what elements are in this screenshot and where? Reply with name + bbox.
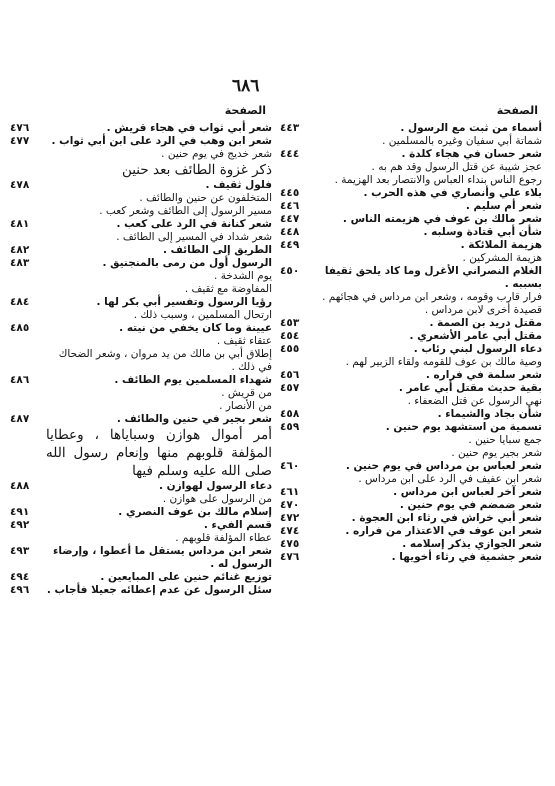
entry-title: أمر أموال هوازن وسباياها ، وعطايا المؤلفة قلوبهم منها وإنعام رسول الله صلى الله عليه وسلم فيها — [46, 427, 272, 479]
entry-title: عجز شيبة عن قتل الرسول وقد هم به . — [371, 161, 542, 173]
index-entry — [280, 473, 542, 486]
index-entry — [280, 447, 542, 460]
entry-title: توزيع غنائم حنين على المبايعين . — [100, 571, 272, 583]
entry-title: عطاء المؤلفة قلوبهم . — [175, 532, 272, 544]
entry-page-number: ٤٥٩ — [280, 421, 300, 433]
entry-title: إسلام مالك بن عوف النصري . — [118, 506, 272, 518]
index-entry — [280, 174, 542, 187]
entry-title: بلاء علي وأنصاري في هذه الحرب . — [363, 187, 542, 199]
index-entry — [10, 205, 272, 218]
entry-page-number: ٤٧٦ — [280, 551, 300, 563]
entry-title: المتخلفون عن حنين والطائف . — [139, 192, 272, 204]
entry-title: الرسول أول من رمى بالمنجنيق . — [102, 257, 272, 269]
entry-title: وصية مالك بن عوف للقومه ولقاء الزبير لهم . — [345, 356, 542, 368]
index-entry — [280, 148, 542, 161]
entry-title: شعر آخر لعباس ابن مرداس . — [393, 486, 542, 498]
entry-page-number: ٤٧٠ — [280, 499, 300, 511]
entry-title: مقتل أبي عامر الأشعري . — [409, 330, 542, 342]
index-entry — [280, 343, 542, 356]
entry-title: هزيمة الملائكة . — [460, 239, 542, 251]
index-entry — [10, 322, 272, 335]
entry-title: مقتل دريد بن الصمة . — [429, 317, 542, 329]
entry-page-number: ٤٤٧ — [280, 213, 300, 225]
index-entry — [280, 317, 542, 330]
entry-title: عتقاء ثقيف . — [216, 335, 272, 347]
index-entry — [10, 493, 272, 506]
entry-title: شعر أبي ثواب في هجاء قريش . — [106, 122, 272, 134]
entry-title: قسم الفيء . — [203, 519, 272, 531]
entry-page-number: ٤٨٦ — [10, 374, 30, 386]
entry-title: دعاء الرسول لهوازن . — [159, 480, 272, 492]
index-entry — [10, 270, 272, 283]
entry-page-number: ٤٤٨ — [280, 226, 300, 238]
page-number: ٦٨٦ — [232, 76, 260, 96]
entry-title: شعر شداد في المسير إلى الطائف . — [116, 231, 272, 243]
index-entry — [10, 257, 272, 270]
right-entries-list — [280, 122, 542, 564]
entry-page-number: ٤٤٩ — [280, 239, 300, 251]
index-entry — [10, 122, 272, 135]
entry-page-number: ٤٥٨ — [280, 408, 300, 420]
entry-title: رجوع الناس بنداء العباس والانتصار بعد الهزيمة . — [334, 174, 542, 186]
index-entry — [10, 231, 272, 244]
entry-title: مسير الرسول إلى الطائف وشعر كعب . — [99, 205, 272, 217]
index-entry — [10, 348, 272, 374]
entry-page-number: ٤٥٦ — [280, 369, 300, 381]
entry-title: شعر أبي خراش في رثاء ابن العجوة . — [351, 512, 542, 524]
index-entry — [280, 434, 542, 447]
entry-title: شعر بجير في حنين والطائف . — [116, 413, 272, 425]
entry-title: شعر ابن مرداس يستقل ما أعطوا ، وإرضاء الرسول له . — [53, 545, 272, 570]
index-entry — [280, 304, 542, 317]
entry-page-number: ٤٤٤ — [280, 148, 300, 160]
entry-title: شعر ضمضم في يوم حنين . — [399, 499, 542, 511]
entry-title: شعر جشمية في رثاء أخويها . — [391, 551, 542, 563]
index-entry — [280, 122, 542, 135]
index-entry — [280, 252, 542, 265]
entry-title: شعر بجير يوم حنين . — [451, 447, 542, 459]
index-entry — [10, 283, 272, 296]
index-entry — [280, 499, 542, 512]
entry-title: شعر سلمة في فراره . — [425, 369, 542, 381]
entry-title: شعر لعباس بن مرداس في يوم حنين . — [345, 460, 542, 472]
index-entry — [280, 486, 542, 499]
index-entry — [280, 213, 542, 226]
index-entry — [10, 413, 272, 426]
index-entry — [280, 538, 542, 551]
index-entry — [10, 400, 272, 413]
index-entry — [280, 265, 542, 291]
entry-title: شعر أم سليم . — [465, 200, 542, 212]
entry-title: تسمية من استشهد يوم حنين . — [385, 421, 542, 433]
index-entry — [280, 161, 542, 174]
entry-title: يوم الشدخة . — [214, 270, 272, 282]
index-entry — [10, 309, 272, 322]
entry-title: شعر ابن عفيف في الرد على ابن مرداس . — [358, 473, 542, 485]
entry-page-number: ٤٨٢ — [10, 244, 30, 256]
entry-title: المفاوضة مع ثقيف . — [184, 283, 272, 295]
entry-title: شأن أبي قتادة وسلبه . — [423, 226, 542, 238]
left-entries-list — [10, 122, 272, 597]
index-entry — [280, 330, 542, 343]
index-entry — [10, 532, 272, 545]
entry-title: دعاء الرسول لبني رئاب . — [413, 343, 542, 355]
entry-title: سئل الرسول عن عدم إعطائه جعيلا فأجاب . — [46, 584, 272, 596]
entry-page-number: ٤٤٣ — [280, 122, 300, 134]
entry-page-number: ٤٥٠ — [280, 265, 300, 277]
section-heading — [10, 426, 272, 480]
index-entry — [280, 512, 542, 525]
entry-title: شعر خديج في يوم حنين . — [161, 148, 272, 160]
index-entry — [280, 369, 542, 382]
entry-page-number: ٤٧٦ — [10, 122, 30, 134]
entry-page-number: ٤٨٨ — [10, 480, 30, 492]
entry-page-number: ٤٧٥ — [280, 538, 300, 550]
entry-title: شعر ابن عوف في الاعتذار من فراره . — [345, 525, 542, 537]
entry-title: من الأنصار . — [219, 400, 272, 412]
entry-title: أسماء من ثبت مع الرسول . — [400, 122, 542, 134]
entry-title: عيينة وما كان يخفي من نيته . — [119, 322, 272, 334]
entry-page-number: ٤٧٧ — [10, 135, 30, 147]
entry-page-number: ٤٥٤ — [280, 330, 300, 342]
index-entry — [10, 571, 272, 584]
index-entry — [280, 395, 542, 408]
entry-title: من الرسول على هوازن . — [162, 493, 272, 505]
index-entry — [280, 460, 542, 473]
entry-title: الغلام النصراني الأغرل وما كاد يلحق ثقيفا بسببه . — [324, 265, 542, 290]
entry-title: شماتة أبي سفيان وغيره بالمسلمين . — [382, 135, 542, 147]
entry-page-number: ٤٧٨ — [10, 179, 30, 191]
index-entry — [10, 545, 272, 571]
index-entry — [10, 218, 272, 231]
entry-title: إطلاق أبي بن مالك من يد مروان ، وشعر الضحاك في ذلك . — [58, 348, 272, 373]
index-entry — [280, 291, 542, 304]
index-entry — [10, 374, 272, 387]
index-entry — [280, 525, 542, 538]
index-entry — [280, 239, 542, 252]
entry-page-number: ٤٦٠ — [280, 460, 300, 472]
index-entry — [280, 226, 542, 239]
entry-title: فلول ثقيف . — [205, 179, 272, 191]
entry-page-number: ٤٨٣ — [10, 257, 30, 269]
entry-title: شعر حسان في هجاء كلدة . — [401, 148, 542, 160]
entry-title: شأن بجاد والشيماء . — [437, 408, 542, 420]
index-entry — [280, 382, 542, 395]
entry-title: شعر ابن وهب في الرد على ابن أبي ثواب . — [51, 135, 272, 147]
entry-page-number: ٤٩١ — [10, 506, 30, 518]
left-column-header: الصفحة — [224, 104, 266, 117]
entry-page-number: ٤٩٤ — [10, 571, 30, 583]
entry-page-number: ٤٨٤ — [10, 296, 30, 308]
entry-title: فرار قارب وقومه ، وشعر ابن مرداس في هجائهم . — [322, 291, 542, 303]
entry-page-number: ٤٧٢ — [280, 512, 300, 524]
entry-title: رؤيا الرسول وتفسير أبي بكر لها . — [96, 296, 272, 308]
entry-page-number: ٤٩٢ — [10, 519, 30, 531]
entry-title: جمع سبايا حنين . — [468, 434, 542, 446]
entry-title: شعر مالك بن عوف في هزيمته الناس . — [342, 213, 542, 225]
entry-page-number: ٤٥٥ — [280, 343, 300, 355]
index-entry — [10, 192, 272, 205]
section-heading — [10, 161, 272, 179]
index-entry — [10, 135, 272, 148]
entry-title: ذكر غزوة الطائف بعد حنين — [121, 162, 272, 178]
entry-page-number: ٤٤٥ — [280, 187, 300, 199]
entry-page-number: ٤٥٧ — [280, 382, 300, 394]
entry-title: الطريق إلى الطائف . — [163, 244, 272, 256]
index-entry — [280, 408, 542, 421]
entry-title: شهداء المسلمين يوم الطائف . — [114, 374, 272, 386]
index-entry — [10, 519, 272, 532]
entry-page-number: ٤٨٧ — [10, 413, 30, 425]
index-entry — [280, 187, 542, 200]
entry-page-number: ٤٩٣ — [10, 545, 30, 557]
index-entry — [10, 387, 272, 400]
index-entry — [280, 421, 542, 434]
index-entry — [10, 244, 272, 257]
right-column-header: الصفحة — [496, 104, 538, 117]
index-entry — [10, 480, 272, 493]
index-entry — [10, 296, 272, 309]
entry-page-number: ٤٦١ — [280, 486, 300, 498]
index-entry — [280, 356, 542, 369]
index-entry — [10, 179, 272, 192]
entry-title: شعر كنانة في الرد على كعب . — [116, 218, 272, 230]
index-entry — [10, 506, 272, 519]
index-entry — [10, 148, 272, 161]
index-entry — [10, 584, 272, 597]
index-entry — [10, 335, 272, 348]
index-entry — [280, 551, 542, 564]
entry-title: هزيمة المشركين . — [462, 252, 542, 264]
entry-title: ارتحال المسلمين ، وسبب ذلك . — [133, 309, 272, 321]
entry-page-number: ٤٩٦ — [10, 584, 30, 596]
right-index-column — [280, 104, 542, 564]
index-entry — [280, 135, 542, 148]
left-index-column — [10, 104, 272, 597]
entry-page-number: ٤٨٥ — [10, 322, 30, 334]
entry-title: نهي الرسول عن قتل الضعفاء . — [407, 395, 542, 407]
entry-page-number: ٤٨١ — [10, 218, 30, 230]
index-entry — [280, 200, 542, 213]
entry-title: من قريش . — [221, 387, 272, 399]
entry-page-number: ٤٤٦ — [280, 200, 300, 212]
entry-page-number: ٤٧٤ — [280, 525, 300, 537]
entry-page-number: ٤٥٣ — [280, 317, 300, 329]
entry-title: شعر الجوازي يذكر إسلامه . — [402, 538, 542, 550]
entry-title: بقية حديث مقتل أبي عامر . — [398, 382, 542, 394]
entry-title: قصيدة أخرى لابن مرداس . — [424, 304, 542, 316]
